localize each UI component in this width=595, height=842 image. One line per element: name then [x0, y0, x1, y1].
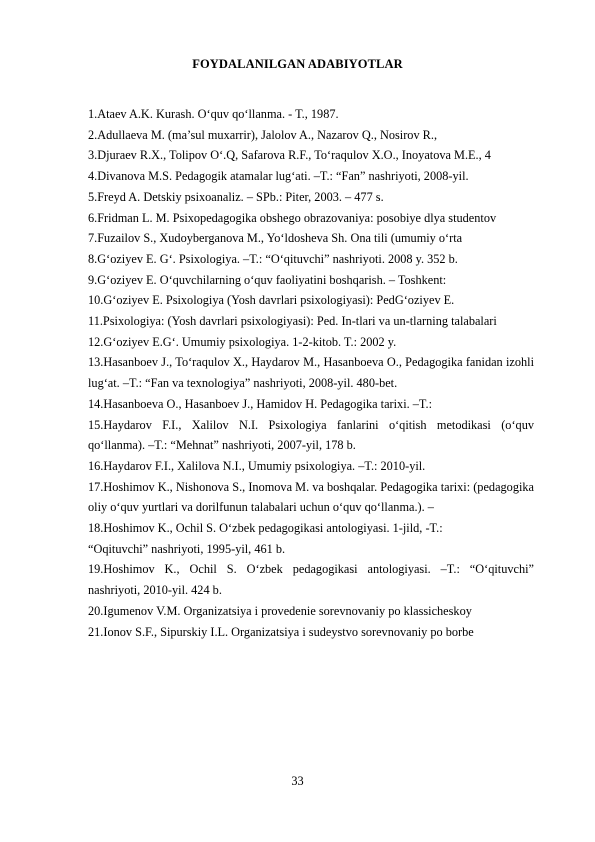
- reference-item: 3.Djuraev R.X., Tolipov O‘.Q, Safarova R.F., To‘raqulov X.O., Inoyatova M.E., 4: [88, 148, 491, 163]
- reference-item: 18.Hoshimov K., Ochil S. O‘zbek pedagogikasi antologiyasi. 1-jild, -T.:: [88, 521, 443, 536]
- reference-item: 13.Hasanboev J., To‘raqulov X., Haydarov M., Hasanboeva O., Pedagogika fanidan izohli lug‘at. –T.: “Fan va texnologiya” nashriyoti, 2008-yil. 480-bet.: [88, 355, 534, 391]
- reference-item: 14.Hasanboeva O., Hasanboev J., Hamidov H. Pedagogika tarixi. –T.:: [88, 396, 433, 411]
- reference-item: 1.Ataev A.K. Kurash. O‘quv qo‘llanma. - T., 1987.: [88, 107, 339, 121]
- reference-item: “Oqituvchi” nashriyoti, 1995-yil, 461 b.: [88, 541, 286, 556]
- reference-list: [88, 104, 534, 642]
- reference-item: 15.Haydarov F.I., Xalilov N.I. Psixologiya fanlarini o‘qitish metodikasi (o‘quv qo‘llanma). –T.: “Mehnat” nashriyoti, 2007-yil, 178 b.: [88, 417, 534, 453]
- reference-item: 19.Hoshimov K., Ochil S. O‘zbek pedagogikasi antologiyasi. –T.: “O‘qituvchi” nashriyoti, 2010-yil. 424 b.: [88, 562, 534, 598]
- reference-item: 9.G‘oziyev E. O‘quvchilarning o‘quv faoliyatini boshqarish. – Toshkent:: [88, 272, 447, 287]
- reference-item: 20.Igumenov V.M. Organizatsiya i provedenie sorevnovaniy po klassicheskoy: [88, 603, 472, 618]
- reference-item: 12.G‘oziyev E.G‘. Umumiy psixologiya. 1-2-kitob. T.: 2002 y.: [88, 334, 397, 349]
- reference-item: 16.Haydarov F.I., Xalilova N.I., Umumiy psixologiya. –T.: 2010-yil.: [88, 458, 426, 473]
- reference-item: 7.Fuzailov S., Xudoyberganova M., Yo‘ldosheva Sh. Ona tili (umumiy o‘rta: [88, 231, 463, 246]
- reference-item: 21.Ionov S.F., Sipurskiy I.L. Organizatsiya i sudeystvo sorevnovaniy po borbe: [88, 624, 474, 639]
- reference-item: 4.Divanova M.S. Pedagogik atamalar lug‘ati. –T.: “Fan” nashriyoti, 2008-yil.: [88, 169, 469, 184]
- reference-item: 6.Fridman L. M. Psixopedagogika obshego obrazovaniya: posobiye dlya studentov: [88, 210, 497, 225]
- reference-item: 17.Hoshimov K., Nishonova S., Inomova M. va boshqalar. Pedagogika tarixi: (pedagogika oliy o‘quv yurtlari va dorilfunun talabalari uchun o‘quv qo‘llanma.). –: [88, 479, 534, 515]
- page-title: FOYDALANILGAN ADABIYOTLAR: [192, 57, 403, 71]
- page-number: 33: [291, 774, 304, 788]
- reference-item: 2.Adullaeva M. (ma’sul muxarrir), Jalolov A., Nazarov Q., Nosirov R.,: [88, 127, 438, 142]
- reference-item: 10.G‘oziyev E. Psixologiya (Yosh davrlari psixologiyasi): PedG‘oziyev E.: [88, 293, 455, 308]
- reference-item: 11.Psixologiya: (Yosh davrlari psixologiyasi): Ped. In-tlari va un-tlarning talabalari: [88, 314, 497, 329]
- reference-item: 8.G‘oziyev E. G‘. Psixologiya. –T.: “O‘qituvchi” nashriyoti. 2008 y. 352 b.: [88, 251, 458, 266]
- reference-item: 5.Freyd A. Detskiy psixoanaliz. – SPb.: Piter, 2003. – 477 s.: [88, 189, 384, 204]
